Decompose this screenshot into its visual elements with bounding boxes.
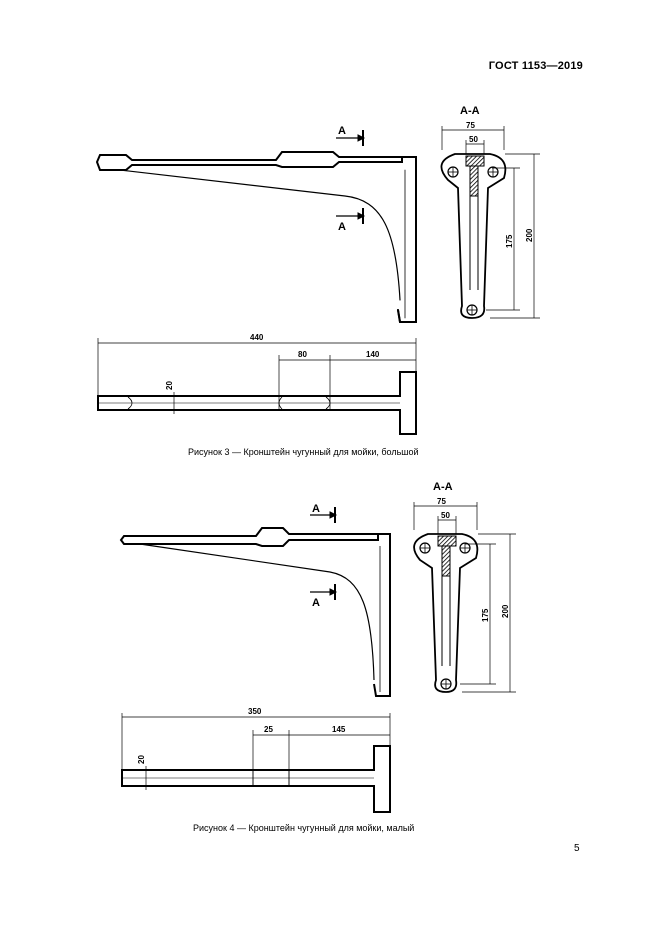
- page-number: 5: [574, 843, 580, 854]
- figure-3-side-view: [97, 152, 416, 322]
- figure-3-dim-80: 80: [298, 350, 307, 359]
- figure-4-dim-20: 20: [137, 755, 146, 764]
- figure-3-drawing: [0, 0, 661, 460]
- figure-3-section-title: А-А: [460, 105, 480, 117]
- figure-4-caption: Рисунок 4 — Кронштейн чугунный для мойки, малый: [193, 823, 415, 833]
- figure-3-cross-section: [441, 154, 505, 318]
- figure-4-top-dims: [122, 713, 390, 790]
- figure-3-section-marks: [336, 130, 364, 224]
- figure-3-arrow-label-top: А: [338, 125, 346, 137]
- figure-4-cross-section: [414, 534, 477, 692]
- figure-4-section-dims: [414, 502, 516, 692]
- figure-3-dim-440: 440: [250, 333, 264, 342]
- figure-3-arrow-label-bottom: А: [338, 221, 346, 233]
- figure-4-dim-145: 145: [332, 725, 346, 734]
- figure-4-top-view: [122, 746, 390, 812]
- figure-3-dim-175: 175: [505, 234, 514, 248]
- figure-4-section-marks: [310, 507, 336, 600]
- figure-4-dim-200: 200: [501, 604, 510, 618]
- figure-3-dim-50: 50: [469, 135, 478, 144]
- figure-4-dim-25: 25: [264, 725, 273, 734]
- figure-3-caption: Рисунок 3 — Кронштейн чугунный для мойки, большой: [188, 447, 419, 457]
- figure-4-drawing: [0, 470, 661, 830]
- figure-4-dim-50: 50: [441, 511, 450, 520]
- figure-4-side-view: [121, 528, 390, 696]
- figure-3-dim-75: 75: [466, 121, 475, 130]
- figure-4-dim-350: 350: [248, 707, 262, 716]
- figure-4-dim-75: 75: [437, 497, 446, 506]
- figure-4-arrow-label-bottom: А: [312, 597, 320, 609]
- figure-3-dim-200: 200: [525, 228, 534, 242]
- figure-4-dim-175: 175: [481, 608, 490, 622]
- figure-4-section-title: А-А: [433, 481, 453, 493]
- document-standard-header: ГОСТ 1153—2019: [488, 60, 583, 72]
- figure-4-arrow-label-top: А: [312, 503, 320, 515]
- figure-3-dim-140: 140: [366, 350, 380, 359]
- figure-3-top-view: [98, 372, 416, 434]
- figure-3-dim-20: 20: [165, 381, 174, 390]
